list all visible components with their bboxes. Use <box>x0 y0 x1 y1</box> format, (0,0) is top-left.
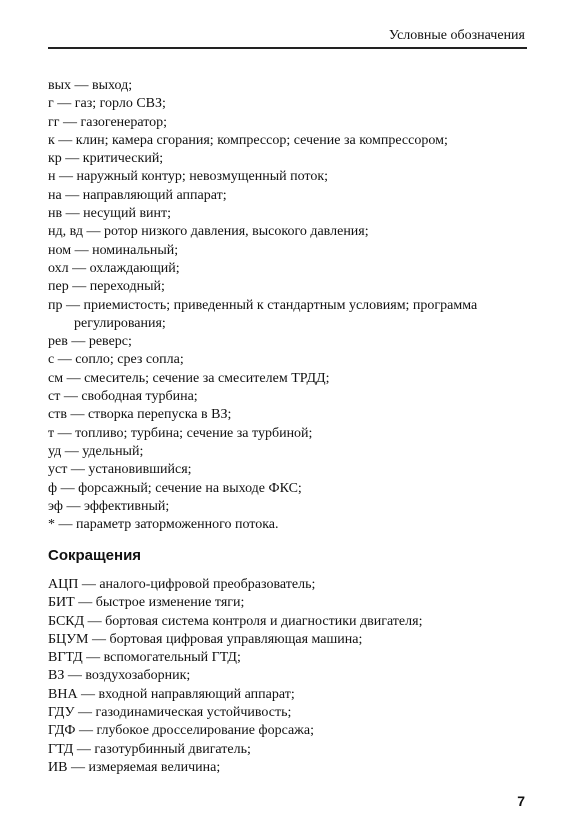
list-item: кр — критический; <box>48 151 164 167</box>
list-item: ГДУ — газодинамическая устойчивость; <box>48 705 292 721</box>
list-item: рев — реверс; <box>48 334 132 350</box>
list-item: * — параметр заторможенного потока. <box>48 517 279 533</box>
list-item: АЦП — аналого-цифровой преобразователь; <box>48 577 316 592</box>
symbol-index-list <box>48 77 528 534</box>
abbreviation-list <box>48 576 528 777</box>
list-item: вых — выход; <box>48 78 133 93</box>
list-item: БСКД — бортовая система контроля и диагностики двигателя; <box>48 613 423 629</box>
list-item: ном — номинальный; <box>48 242 179 258</box>
list-item: ВЗ — воздухозаборник; <box>48 668 191 684</box>
list-item: к — клин; камера сгорания; компрессор; сечение за компрессором; <box>48 132 448 148</box>
list-item: БЦУМ — бортовая цифровая управляющая машина; <box>48 631 363 647</box>
list-item: уст — установившийся; <box>48 462 192 478</box>
list-item: эф — эффективный; <box>48 498 170 514</box>
list-item: с — сопло; срез сопла; <box>48 352 184 368</box>
header-rule <box>48 47 527 49</box>
list-item: т — топливо; турбина; сечение за турбиной; <box>48 425 313 441</box>
list-item: БИТ — быстрое изменение тяги; <box>48 595 245 611</box>
list-item: ИВ — измеряемая величина; <box>48 759 221 775</box>
list-item: ВГТД — вспомогательный ГТД; <box>48 650 241 666</box>
list-item: ст — свободная турбина; <box>48 389 198 405</box>
list-item: ф — форсажный; сечение на выходе ФКС; <box>48 480 302 496</box>
list-item: н — наружный контур; невозмущенный поток; <box>48 169 329 185</box>
list-item: пр — приемистость; приведенный к стандартным условиям; программа регулирования; <box>48 297 478 331</box>
page-number: 7 <box>517 793 525 809</box>
list-item: г — газ; горло СВЗ; <box>48 96 166 112</box>
list-item: ВНА — входной направляющий аппарат; <box>48 686 295 702</box>
list-item: охл — охлаждающий; <box>48 260 180 276</box>
page-header-title: Условные обозначения <box>388 28 525 43</box>
list-item: нв — несущий винт; <box>48 206 172 222</box>
section-heading-abbreviations: Сокращения <box>48 547 142 564</box>
list-item: ГТД — газотурбинный двигатель; <box>48 741 251 757</box>
list-item: см — смеситель; сечение за смесителем ТРДД; <box>48 370 330 386</box>
list-item: ГДФ — глубокое дросселирование форсажа; <box>48 723 314 739</box>
list-item: ств — створка перепуска в ВЗ; <box>48 407 232 423</box>
list-item: нд, вд — ротор низкого давления, высокого давления; <box>48 224 369 240</box>
list-item: уд — удельный; <box>48 443 144 459</box>
list-item: на — направляющий аппарат; <box>48 187 227 203</box>
list-item: гг — газогенератор; <box>48 114 168 130</box>
list-item: пер — переходный; <box>48 279 165 295</box>
